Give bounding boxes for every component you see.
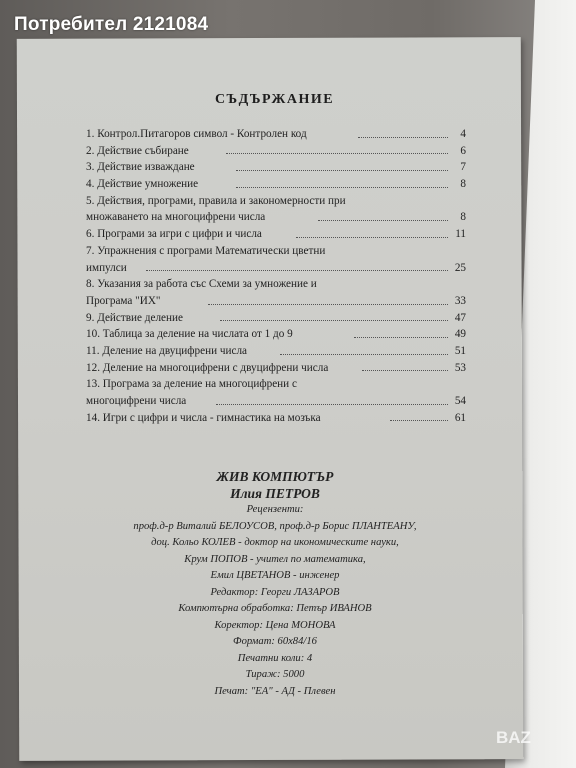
toc-entry [86, 276, 466, 293]
reviewer-line: Крум ПОПОВ - учител по математика, [184, 553, 366, 565]
toc-leader-dots [220, 319, 448, 321]
toc-entry-text: импулси [86, 261, 127, 274]
print-run-line: Тираж: 5000 [245, 669, 305, 680]
toc-entry-page: 7 [460, 161, 466, 174]
toc-entry-text: многоцифрени числа [86, 395, 187, 407]
toc-leader-dots [318, 219, 448, 221]
toc-entry-text: Програма "ИХ" [86, 294, 161, 307]
toc-entry-page: 4 [460, 128, 466, 140]
toc-entry [86, 410, 466, 427]
toc-entry [86, 293, 466, 310]
toc-entry-page: 53 [454, 361, 466, 374]
toc-entry [86, 243, 466, 260]
toc-title: СЪДЪРЖАНИЕ [215, 92, 335, 107]
toc-leader-dots [226, 152, 448, 154]
toc-entry-text: 2. Действие събиране [86, 144, 189, 157]
toc-leader-dots [146, 269, 448, 271]
toc-leader-dots [296, 236, 448, 238]
toc-leader-dots [236, 186, 448, 188]
book-credits [110, 468, 440, 700]
toc-entry-page: 25 [454, 261, 466, 274]
editor-line: Редактор: Георги ЛАЗАРОВ [210, 586, 340, 598]
toc-entry-text: множаването на многоцифрени числа [86, 211, 266, 224]
toc-entry [86, 260, 466, 277]
toc-entry-page: 11 [455, 228, 466, 241]
toc-entry-text: 6. Програми за игри с цифри и числа [86, 228, 262, 241]
toc-leader-dots [390, 419, 448, 421]
toc-entry [86, 326, 466, 343]
toc-entry [86, 343, 466, 360]
format-line: Формат: 60х84/16 [233, 636, 317, 647]
toc-entry-page: 33 [454, 294, 466, 307]
layout-line: Компютърна обработка: Петър ИВАНОВ [178, 603, 372, 614]
toc-entry-text: 7. Упражнения с програми Математически цветни [86, 244, 326, 257]
toc-entry-text: 14. Игри с цифри и числа - гимнастика на мозъка [86, 411, 321, 424]
toc-entry [86, 226, 466, 243]
toc-entry [86, 360, 466, 377]
toc-leader-dots [354, 336, 448, 338]
toc-entry-text: 12. Деление на многоцифрени с двуцифрени числа [86, 361, 329, 374]
toc-leader-dots [208, 303, 448, 305]
toc-entry [86, 376, 466, 393]
user-watermark: Потребител 2121084 [14, 14, 209, 35]
toc-entry [86, 209, 466, 226]
reviewer-line: доц. Кольо КОЛЕВ - доктор на икономическите науки, [151, 537, 399, 548]
toc-entry-page: 8 [460, 211, 466, 224]
toc-leader-dots [358, 136, 448, 138]
toc-entry-text: 3. Действие изваждане [86, 161, 195, 174]
toc-entry [86, 159, 466, 176]
toc-entry-text: 8. Указания за работа със Схеми за умножение и [86, 278, 317, 291]
toc-entry [86, 126, 466, 143]
toc-entry-page: 51 [454, 344, 466, 357]
toc-entry-text: 10. Таблица за деление на числата от 1 до 9 [86, 328, 293, 341]
toc-entry [86, 393, 466, 410]
reviewers-label: Рецензенти: [246, 504, 304, 515]
reviewer-line: проф.д-р Виталий БЕЛОУСОВ, проф.д-р Борис ПЛАНТЕАНУ, [133, 520, 417, 532]
toc-entry-text: 11. Деление на двуцифрени числа [86, 344, 247, 357]
reviewer-line: Емил ЦВЕТАНОВ - инженер [210, 570, 340, 581]
toc-entry-page: 49 [454, 328, 466, 341]
toc-leader-dots [236, 169, 448, 171]
table-of-contents [86, 126, 466, 426]
baz-watermark: BAZ [496, 728, 531, 747]
toc-entry-page: 54 [454, 395, 466, 407]
printing-line: Печат: "ЕА" - АД - Плевен [214, 685, 336, 697]
toc-entry-page: 6 [460, 144, 466, 157]
toc-entry-text: 5. Действия, програми, правила и закономерности при [86, 194, 346, 207]
book-author: Илия ПЕТРОВ [230, 486, 320, 501]
toc-entry-page: 8 [460, 178, 466, 191]
toc-entry-page: 61 [454, 411, 466, 424]
proofreader-line: Коректор: Цена МОНОВА [214, 619, 336, 631]
toc-entry [86, 143, 466, 160]
toc-entry-text: 13. Програма за деление на многоцифрени с [86, 378, 297, 391]
toc-entry [86, 176, 466, 193]
toc-leader-dots [362, 369, 448, 371]
toc-entry-text: 4. Действие умножение [86, 178, 199, 191]
toc-entry-text: 9. Действие деление [86, 311, 183, 324]
book-title: ЖИВ КОМПЮТЪР [216, 469, 334, 484]
toc-entry [86, 193, 466, 210]
toc-leader-dots [280, 353, 448, 355]
toc-entry-text: 1. Контрол.Питагоров символ - Контролен код [86, 128, 307, 140]
sheets-line: Печатни коли: 4 [237, 652, 313, 664]
toc-entry [86, 310, 466, 327]
toc-leader-dots [216, 403, 448, 405]
toc-entry-page: 47 [454, 311, 466, 324]
